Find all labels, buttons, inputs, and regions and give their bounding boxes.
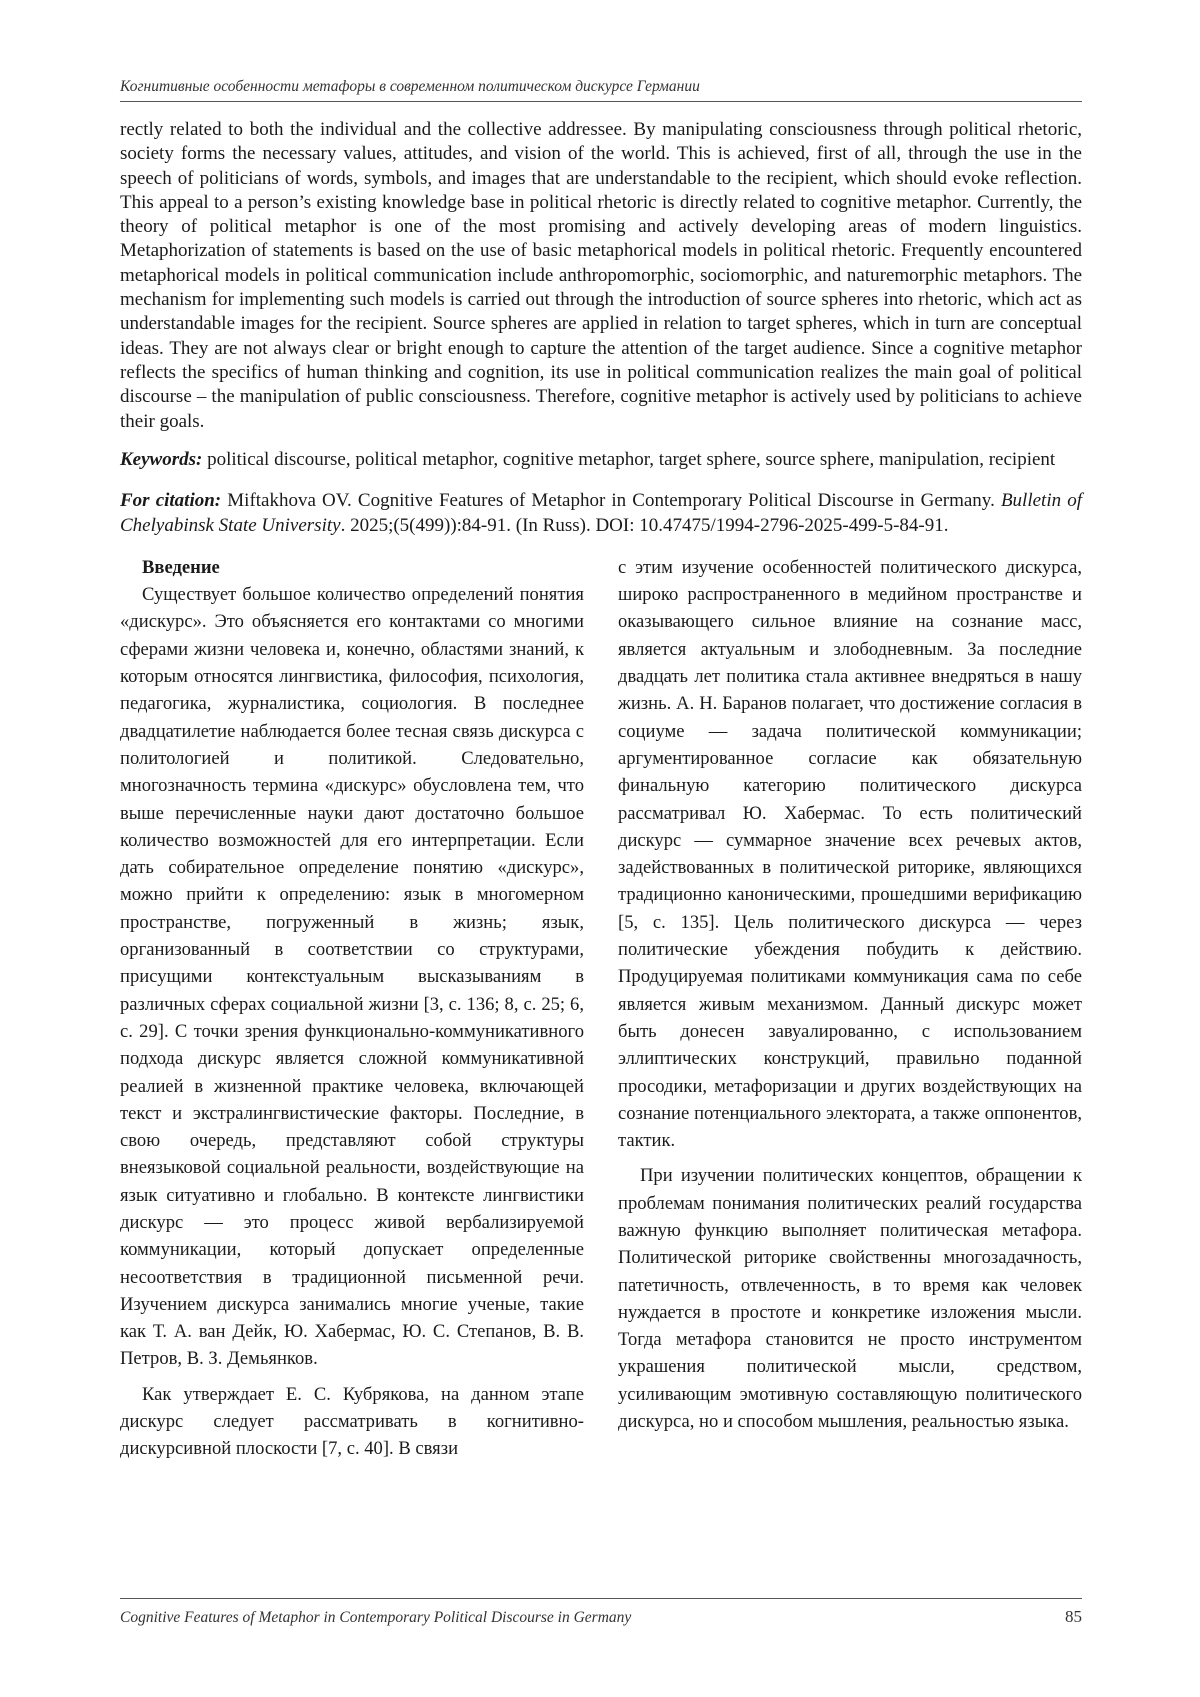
page-footer — [120, 1598, 1082, 1627]
citation-text: Miftakhova OV. Cognitive Features of Metaphor in Contemporary Political Discourse in Germany. — [227, 489, 995, 511]
paragraph: с этим изучение особенностей политического дискурса, широко распространенного в медийном пространстве и оказывающего сильное влияние на сознание масс, является актуальным и злободневным. За последние двадцать лет политика стала активнее внедряться в нашу жизнь. А. Н. Баранов полагает, что достижение согласия в социуме — задача политической коммуникации; аргументированное согласие как обязательную финальную категорию политического дискурса рассматривал Ю. Хабермас. То есть политический дискурс — суммарное значение всех речевых актов, задействованных в политической риторике, являющихся традиционно каноническими, прошедшими верификацию [5, с. 135]. Цель политического дискурса — через политические убеждения побудить к действию. Продуцируемая политиками коммуникация сама по себе является живым механизмом. Данный дискурс может быть донесен завуалированно, с использованием эллиптических конструкций, правильно поданной просодики, метафоризации и других воздействующих на сознание потенциального электората, а также оппонентов, тактик. — [618, 556, 1082, 1152]
left-column — [120, 554, 584, 1463]
citation-journal: Bulletin of Chelyabinsk State University — [120, 489, 1083, 536]
citation-block — [120, 488, 1082, 538]
keywords-label: Keywords: — [120, 448, 203, 470]
abstract-text: rectly related to both the individual and the collective addressee. By manipulating consciousness through political rhetoric, society forms the necessary values, attitudes, and vision of the world. This is achieved, first of all, through the use in the speech of politicians of words, symbols, and images that are understandable to the recipient, which should evoke reflection. This appeal to a person’s existing knowledge base in political rhetoric is directly related to cognitive metaphor. Currently, the theory of political metaphor is one of the most promising and actively developing areas of modern linguistics. Metaphorization of statements is based on the use of basic metaphorical models in political rhetoric. Frequently encountered metaphorical models in political communication include anthropomorphic, sociomorphic, and naturemorphic metaphors. The mechanism for implementing such models is carried out through the introduction of source spheres into rhetoric, which act as understandable images for the recipient. Source spheres are applied in relation to target spheres, which in turn are conceptual ideas. They are not always clear or bright enough to capture the attention of the target audience. Since a cognitive metaphor reflects the specifics of human thinking and cognition, its use in political communication realizes the main goal of political discourse – the manipulation of public consciousness. Therefore, cognitive metaphor is actively used by politicians to achieve their goals. — [120, 119, 1082, 432]
body-columns — [120, 554, 1082, 1463]
section-heading: Введение — [142, 556, 220, 578]
keywords-text: political discourse, political metaphor, cognitive metaphor, target sphere, source sphere, manipulation, recipient — [207, 448, 1056, 470]
paragraph: Существует большое количество определений понятия «дискурс». Это объясняется его контактами со многими сферами жизни человека и, конечно, областями знаний, к которым относятся лингвистика, философия, психология, педагогика, журналистика, социология. В последнее двадцатилетие наблюдается более тесная связь дискурса с политологией и политикой. Следовательно, многозначность термина «дискурс» обусловлена тем, что выше перечисленные науки дают достаточно большое количество возможностей для его интерпретации. Если дать собирательное определение понятию «дискурс», можно прийти к определению: язык в многомерном пространстве, погруженный в жизнь; язык, организованный в соответствии со структурами, присущими контекстуальным высказываниям в различных сферах социальной жизни [3, с. 136; 8, с. 25; 6, с. 29]. С точки зрения функционально-коммуникативного подхода дискурс является сложной коммуникативной реалией в жизненной практике человека, включающей текст и экстралингвистические факторы. Последние, в свою очередь, представляют собой структуры внеязыковой социальной реальности, воздействующие на язык ситуативно и глобально. В контексте лингвистики дискурс — это процесс живой вербализируемой коммуникации, который допускает определенные несоответствия в традиционной письменной речи. Изучением дискурса занимались многие ученые, такие как Т. А. ван Дейк, Ю. Хабермас, Ю. С. Степанов, В. В. Петров, В. З. Демьянков. — [120, 584, 584, 1370]
paragraph: Как утверждает Е. С. Кубрякова, на данном этапе дискурс следует рассматривать в когнитивно-дискурсивной плоскости [7, с. 40]. В связи — [120, 1383, 584, 1460]
page-number: 85 — [1065, 1607, 1082, 1626]
paragraph: При изучении политических концептов, обращении к проблемам понимания политических реалий государства важную функцию выполняет политическая метафора. Политической риторике свойственны многозадачность, патетичность, отвлеченность, в то время как человек нуждается в простоте и конкретике изложения мысли. Тогда метафора становится не просто инструментом украшения политической мысли, средством, усиливающим эмотивную составляющую политического дискурса, но и способом мышления, реальностью языка. — [618, 1165, 1082, 1433]
citation-details: . 2025;(5(499)):84-91. (In Russ). DOI: 10.47475/1994-2796-2025-499-5-84-91. — [340, 514, 949, 536]
running-header: Когнитивные особенности метафоры в современном политическом дискурсе Германии — [120, 78, 1082, 102]
footer-title: Cognitive Features of Metaphor in Contemporary Political Discourse in Germany — [120, 1609, 632, 1626]
page — [120, 78, 1082, 1463]
right-column — [618, 554, 1082, 1463]
citation-label: For citation: — [120, 489, 222, 511]
keywords-block — [120, 446, 1082, 474]
